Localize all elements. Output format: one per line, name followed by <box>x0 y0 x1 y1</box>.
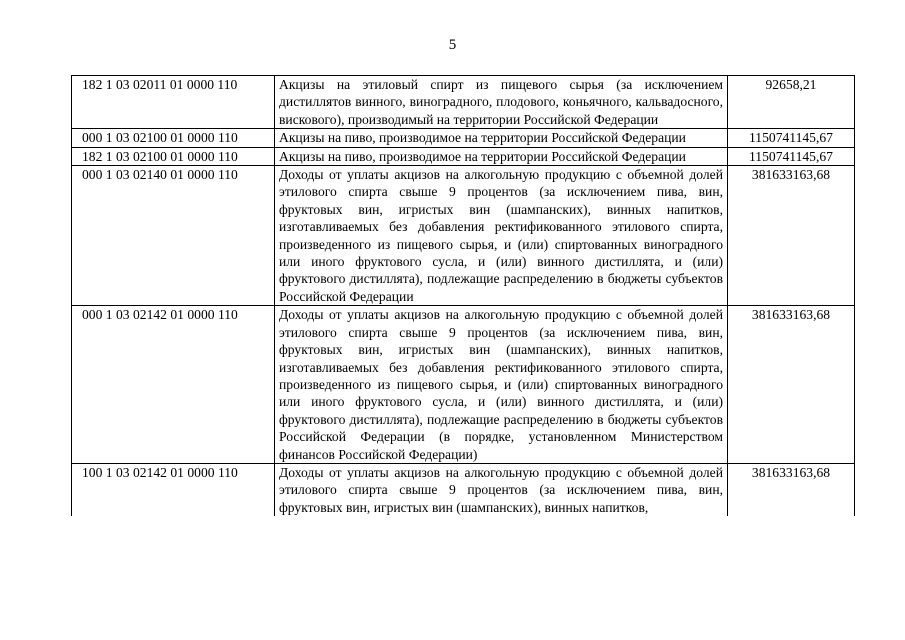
budget-classification-code: 000 1 03 02142 01 0000 110 <box>72 306 275 464</box>
revenue-amount: 381633163,68 <box>728 306 855 464</box>
revenue-amount: 381633163,68 <box>728 463 855 516</box>
table-row <box>72 76 855 129</box>
table-row <box>72 147 855 165</box>
revenue-description: Доходы от уплаты акцизов на алкогольную продукцию с объемной долей этилового спирта свыше 9 процентов (за исключением пива, вин, фруктовых вин, игристых вин (шампанских), винных напитков, изготавливаемых без добавления ректификованного этилового спирта, произведенного из пищевого сырья, и (или) спиртованных виноградного или иного фруктового сусла, и (или) винного дистиллята, и (или) фруктового дистиллята), подлежащие распределению в бюджеты субъектов Российской Федерации (в порядке, установленном Министерством финансов Российской Федерации) <box>275 306 728 464</box>
revenue-description: Доходы от уплаты акцизов на алкогольную продукцию с объемной долей этилового спирта свыше 9 процентов (за исключением пива, вин, фруктовых вин, игристых вин (шампанских), винных напитков, изготавливаемых без добавления ректификованного этилового спирта, произведенного из пищевого сырья, и (или) спиртованных виноградного или иного фруктового сусла, и (или) винного дистиллята, и (или) фруктового дистиллята), подлежащие распределению в бюджеты субъектов Российской Федерации <box>275 166 728 306</box>
budget-classification-code: 000 1 03 02140 01 0000 110 <box>72 166 275 306</box>
budget-classification-code: 182 1 03 02011 01 0000 110 <box>72 76 275 129</box>
budget-classification-code: 000 1 03 02100 01 0000 110 <box>72 129 275 147</box>
revenue-description: Акцизы на этиловый спирт из пищевого сырья (за исключением дистиллятов винного, виноградного, плодового, коньячного, кальвадосного, вискового), производимый на территории Российской Федерации <box>275 76 728 129</box>
revenue-description: Доходы от уплаты акцизов на алкогольную продукцию с объемной долей этилового спирта свыше 9 процентов (за исключением пива, вин, фруктовых вин, игристых вин (шампанских), винных напитков, <box>275 463 728 516</box>
table-row <box>72 166 855 306</box>
budget-revenue-table <box>71 75 855 516</box>
table-row <box>72 129 855 147</box>
table-row <box>72 306 855 464</box>
revenue-amount: 92658,21 <box>728 76 855 129</box>
revenue-description: Акцизы на пиво, производимое на территории Российской Федерации <box>275 129 728 147</box>
revenue-description: Акцизы на пиво, производимое на территории Российской Федерации <box>275 147 728 165</box>
revenue-amount: 1150741145,67 <box>728 147 855 165</box>
budget-classification-code: 100 1 03 02142 01 0000 110 <box>72 463 275 516</box>
revenue-amount: 1150741145,67 <box>728 129 855 147</box>
revenue-amount: 381633163,68 <box>728 166 855 306</box>
table-row <box>72 463 855 516</box>
page-number: 5 <box>448 37 457 53</box>
budget-classification-code: 182 1 03 02100 01 0000 110 <box>72 147 275 165</box>
